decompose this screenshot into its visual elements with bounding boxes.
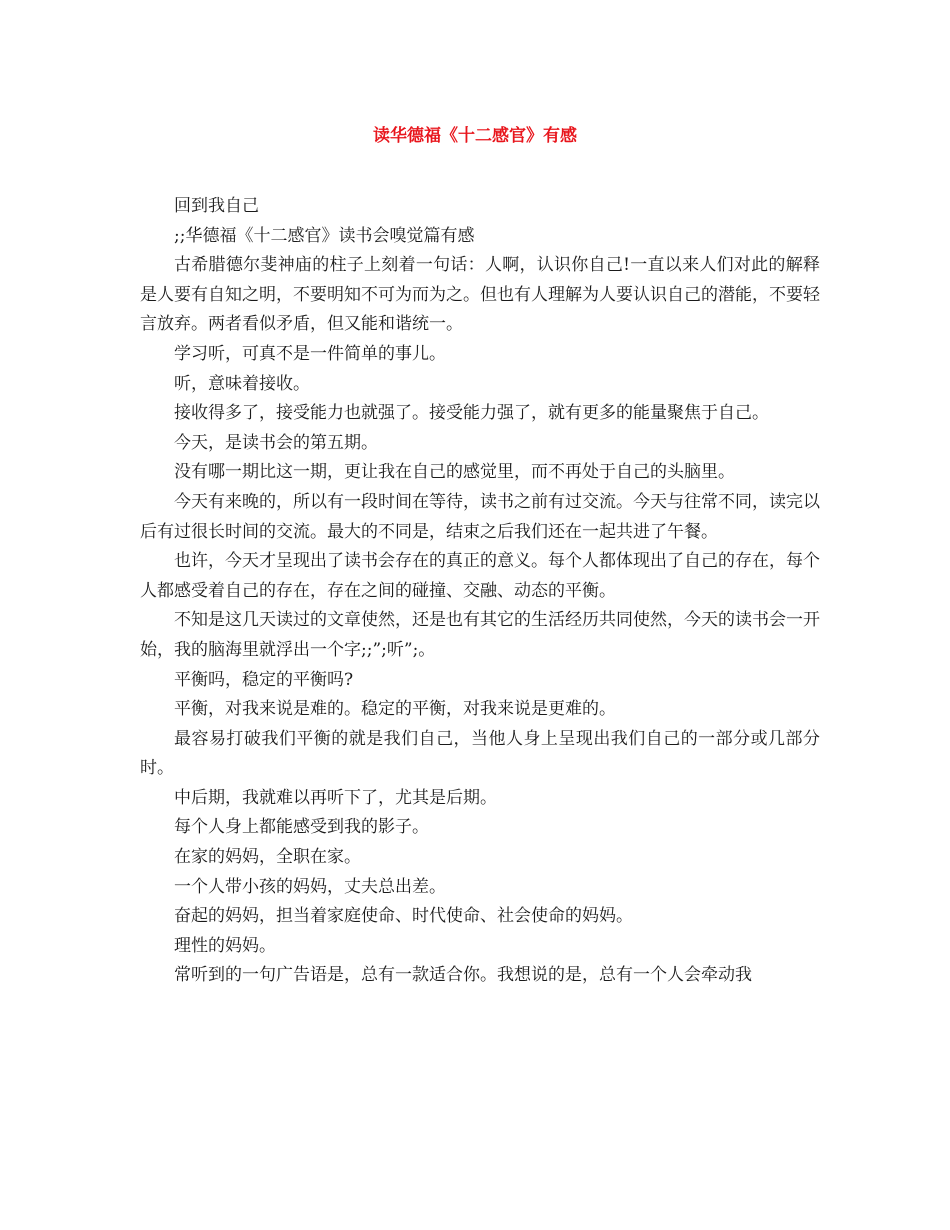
paragraph: 听，意味着接收。	[174, 373, 310, 394]
paragraph: 一个人带小孩的妈妈，丈夫总出差。	[174, 876, 446, 897]
paragraph: 奋起的妈妈，担当着家庭使命、时代使命、社会使命的妈妈。	[174, 906, 633, 927]
paragraph: 接收得多了，接受能力也就强了。接受能力强了，就有更多的能量聚焦于自己。	[174, 403, 769, 424]
paragraph: 最容易打破我们平衡的就是我们自己，当他人身上呈现出我们自己的一部分或几部分时。	[140, 728, 820, 779]
paragraph: 不知是这几天读过的文章使然，还是也有其它的生活经历共同使然，今天的读书会一开始，我的脑海里就浮出一个字;;”;听”;。	[140, 610, 820, 660]
paragraph: 回到我自己	[174, 196, 259, 216]
paragraph: 也许，今天才呈现出了读书会存在的真正的意义。每个人都体现出了自己的存在，每个人都感受着自己的存在，存在之间的碰撞、交融、动态的平衡。	[140, 551, 820, 601]
paragraph: 每个人身上都能感受到我的影子。	[174, 817, 429, 838]
paragraph: 平衡吗，稳定的平衡吗?	[174, 669, 354, 690]
paragraph: 平衡，对我来说是难的。稳定的平衡，对我来说是更难的。	[174, 699, 616, 720]
paragraph: 今天，是读书会的第五期。	[174, 432, 378, 453]
document-title: 读华德福《十二感官》有感	[373, 126, 577, 146]
document-body	[140, 192, 820, 991]
paragraph: 常听到的一句广告语是，总有一款适合你。我想说的是，总有一个人会牵动我	[174, 965, 752, 986]
paragraph: 学习听，可真不是一件简单的事儿。	[174, 343, 446, 364]
paragraph: 在家的妈妈，全职在家。	[174, 847, 361, 868]
paragraph: 理性的妈妈。	[174, 935, 276, 956]
paragraph: ;;华德福《十二感官》读书会嗅觉篇有感	[174, 225, 475, 246]
paragraph: 今天有来晚的，所以有一段时间在等待，读书之前有过交流。今天与往常不同，读完以后有过很长时间的交流。最大的不同是，结束之后我们还在一起共进了午餐。	[140, 491, 820, 542]
paragraph: 古希腊德尔斐神庙的柱子上刻着一句话：人啊，认识你自己!一直以来人们对此的解释是人要有自知之明，不要明知不可为而为之。但也有人理解为人要认识自己的潜能，不要轻言放弃。两者看似矛盾，但又能和谐统一。	[140, 255, 820, 335]
paragraph: 中后期，我就难以再听下了，尤其是后期。	[174, 787, 497, 808]
paragraph: 没有哪一期比这一期，更让我在自己的感觉里，而不再处于自己的头脑里。	[174, 462, 735, 483]
